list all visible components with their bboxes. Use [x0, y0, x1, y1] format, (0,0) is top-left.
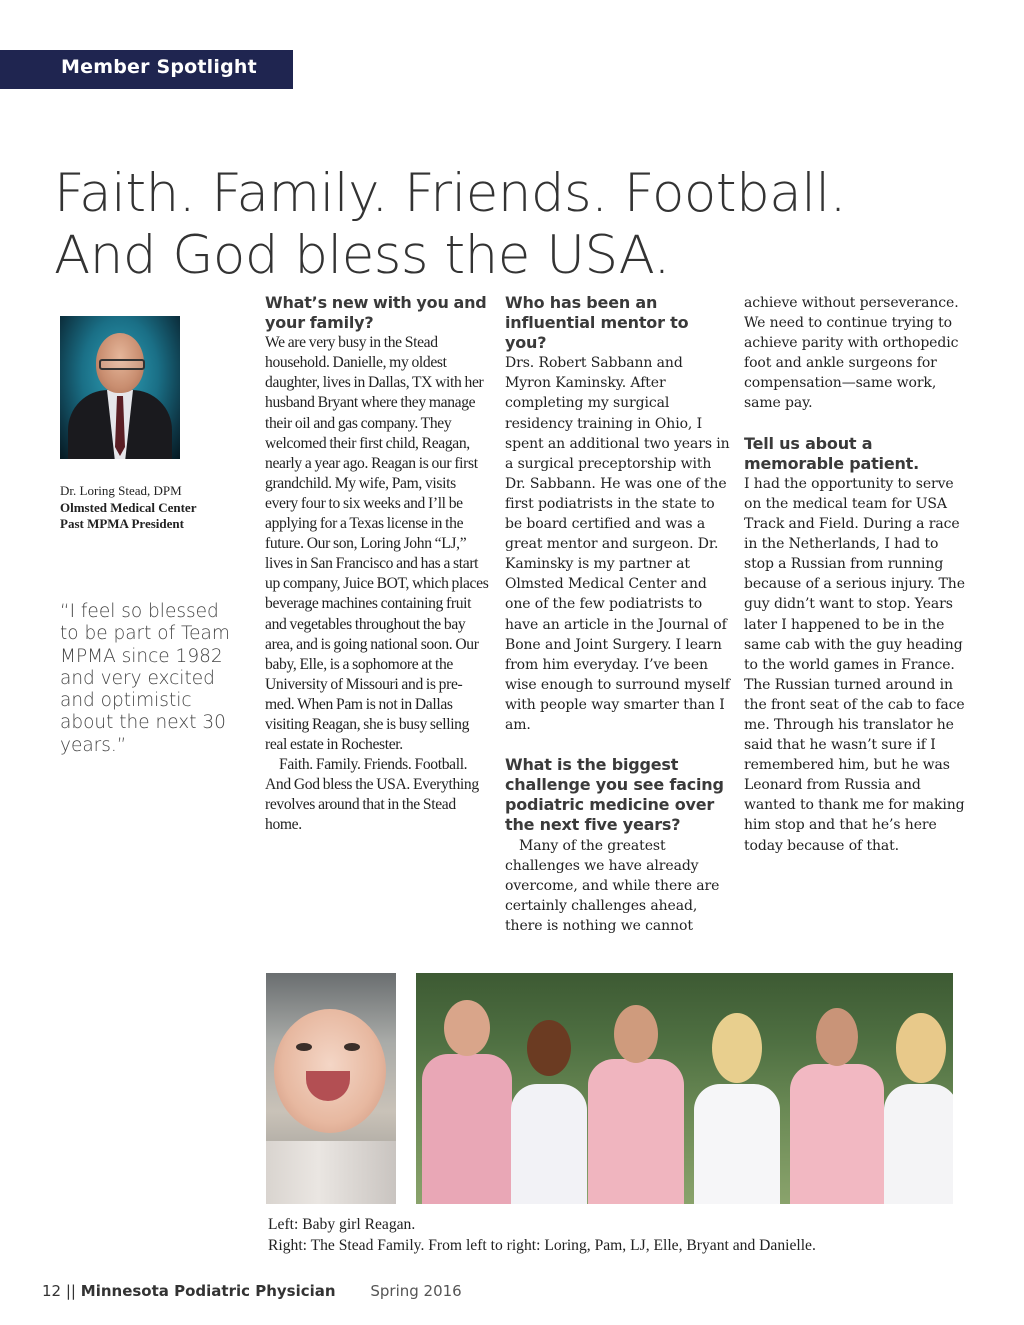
article-column-1	[265, 293, 490, 836]
answer-paragraph: Faith. Family. Friends. Football. And God bless the USA. Everything revolves around that in the Stead home.	[265, 756, 479, 834]
answer-paragraph: Many of the greatest challenges we have already overcome, and while there are certainly challenges ahead, there is nothing we cannot	[505, 837, 720, 934]
answer-paragraph: achieve without perseverance. We need to continue trying to achieve parity with orthopedic foot and ankle surgeons for compensation—same work, same pay.	[744, 295, 959, 412]
article-column-2	[505, 293, 730, 936]
article-column-3	[744, 293, 969, 856]
pull-quote: “I feel so blessed to be part of Team MPMA since 1982 and very excited and optimistic about the next 30 years.”	[60, 601, 230, 756]
headline-line-2: And God bless the USA.	[54, 225, 670, 286]
question-heading: Who has been an influential mentor to you?	[505, 293, 689, 353]
headline	[54, 163, 994, 287]
footer-separator: ||	[65, 1282, 76, 1300]
family-photo	[416, 973, 953, 1204]
section-tab	[0, 50, 293, 89]
person-org: Olmsted Medical Center	[60, 499, 197, 515]
section-label: Member Spotlight	[61, 56, 257, 78]
photo-caption	[268, 1214, 968, 1256]
person-caption	[60, 483, 250, 533]
answer-paragraph: I had the opportunity to serve on the medical team for USA Track and Field. During a race in the Netherlands, I had to stop a Russian from running because of a serious injury. The guy didn’t want to stop. Years later I happened to be in the same cab with the guy heading to the world games in France. The Russian turned around in the front seat of the cab to face me. Through his translator he said that he wasn’t sure if I remembered him, but he was Leonard from Russia and wanted to thank me for making him stop and that he’s here today because of that.	[744, 475, 965, 854]
answer-paragraph: We are very busy in the Stead household. Danielle, my oldest daughter, lives in Dallas, TX with her husband Bryant where they manage their oil and gas company. They welcomed their first child, Reagan, nearly a year ago. Reagan is our first grandchild. My wife, Pam, visits every four to six weeks and I’ll be applying for a Texas license in the future. Our son, Loring John “LJ,” lives in San Francisco and has a start up company, Juice BOT, which places beverage machines containing fruit and vegetables throughout the bay area, and is going national soon. Our baby, Elle, is a sophomore at the University of Missouri and is pre-med. When Pam is not in Dallas visiting Reagan, she is busy selling real estate in Rochester.	[265, 334, 489, 754]
question-heading: What is the biggest challenge you see facing podiatric medicine over the next five years?	[505, 755, 724, 835]
issue-season: Spring 2016	[370, 1282, 462, 1300]
person-name: Dr. Loring Stead, DPM	[60, 483, 182, 498]
question-heading: Tell us about a memorable patient.	[744, 433, 919, 473]
magazine-title: Minnesota Podiatric Physician	[80, 1282, 336, 1300]
portrait-photo	[60, 316, 180, 459]
headline-line-1: Faith. Family. Friends. Football.	[54, 163, 847, 224]
answer-paragraph: Drs. Robert Sabbann and Myron Kaminsky. After completing my surgical residency training in Ohio, I spent an additional two years in a surgical preceptorship with Dr. Sabbann. He was one of the first podiatrists in the state to be board certified and was a great mentor and surgeon. Dr. Kaminsky is my partner at Olmsted Medical Center and one of the few podiatrists to have an article in the Journal of Bone and Joint Surgery. I learn from him everyday. I’ve been wise enough to surround myself with people way smarter than I am.	[505, 355, 730, 733]
baby-photo	[266, 973, 396, 1204]
page-number: 12	[42, 1282, 62, 1300]
photo-caption-right: Right: The Stead Family. From left to right: Loring, Pam, LJ, Elle, Bryant and Danielle.	[268, 1237, 816, 1254]
photo-caption-left: Left: Baby girl Reagan.	[268, 1216, 416, 1233]
person-role: Past MPMA President	[60, 516, 184, 531]
page-footer	[42, 1282, 462, 1300]
question-heading: What’s new with you and your family?	[265, 293, 487, 333]
